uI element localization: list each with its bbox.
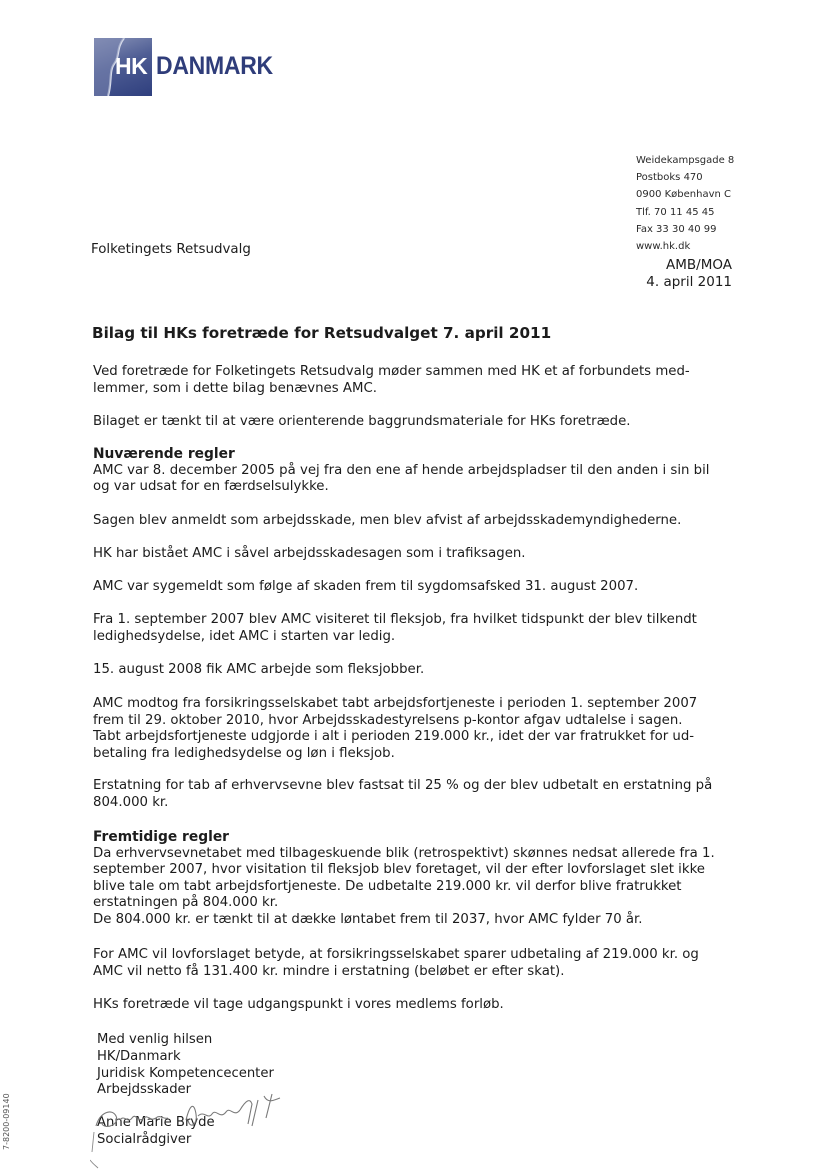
paragraph-assistance [93,546,526,563]
text-line: AMC modtog fra forsikringsselskabet tabt arbejdsfortjeneste i perioden 1. september 2007 [93,696,698,711]
letter-title: Bilag til HKs foretræde for Retsudvalget 7. april 2011 [92,324,552,342]
signer-role: Socialrådgiver [97,1131,192,1147]
text-line: HK har bistået AMC i såvel arbejdsskadesagen som i trafiksagen. [93,546,526,561]
sender-street: Weidekampsgade 8 [636,155,735,166]
text-line: Sagen blev anmeldt som arbejdsskade, men blev afvist af arbejdsskademyndighederne. [93,513,682,528]
text-line: Ved foretræde for Folketingets Retsudvalg møder sammen med HK et af forbundets med- [93,364,690,379]
paragraph-starting-point [93,997,504,1014]
signer-name: Anne Marie Bryde [97,1115,215,1131]
paragraph-claim [93,513,681,530]
text-line: For AMC vil lovforslaget betyde, at forsikringsselskabet sparer udbetaling af 219.000 kr. og [93,947,699,962]
sender-phone: Tlf. 70 11 45 45 [636,206,715,218]
closing-organization: HK/Danmark [97,1048,181,1064]
text-line: 804.000 kr. [93,794,169,810]
paragraph-sick-leave [93,579,638,596]
text-line: blive tale om tabt arbejdsfortjeneste. De udbetalte 219.000 kr. vil derfor blive fratrukket [93,878,682,894]
section-heading-future: Fremtidige regler [93,829,229,845]
section-current-rules [93,446,710,496]
text-line: 15. august 2008 fik AMC arbejde som fleksjobber. [93,662,425,677]
text-line: Tabt arbejdsfortjeneste udgjorde i alt i perioden 219.000 kr., idet der var fratrukket for ud- [93,729,695,745]
paragraph-compensation [93,778,712,811]
text-line: september 2007, hvor visitation til fleksjob blev foretaget, vil der efter lovforslaget slet ikke [93,862,705,878]
sender-pobox: Postboks 470 [636,172,703,184]
reference-block [646,257,732,291]
logo-mark [94,38,152,96]
text-line: og var udsat for en færdselsulykke. [93,479,329,495]
sender-city: 0900 København C [636,189,732,201]
handwritten-signature [90,1090,300,1170]
section-future-rules [93,829,715,929]
text-line: Erstatning for tab af erhvervsevne blev fastsat til 25 % og der blev udbetalt en erstatning på [93,778,713,793]
reference-initials: AMB/MOA [666,257,732,273]
sender-address [636,152,734,255]
logo-hk-text: HK [115,53,148,79]
sender-fax: Fax 33 30 40 99 [636,223,717,235]
closing-department: Arbejdsskader [97,1082,192,1098]
section-heading-current: Nuværende regler [93,446,235,462]
text-line: AMC var 8. december 2005 på vej fra den ene af hende arbejdspladser til den anden i sin bil [93,462,710,478]
text-line: AMC var sygemeldt som følge af skaden frem til sygdomsafsked 31. august 2007. [93,579,639,594]
text-line: erstatningen på 804.000 kr. [93,895,279,911]
text-line: betaling fra ledighedsydelse og løn i fleksjob. [93,745,395,761]
closing-greeting: Med venlig hilsen [97,1032,213,1047]
text-line: ledighedsydelse, idet AMC i starten var ledig. [93,628,396,644]
text-line: frem til 29. oktober 2010, hvor Arbejdsskadestyrelsens p-kontor afgav udtalelse i sagen. [93,712,683,728]
paragraph-consequence [93,947,699,980]
logo-wordmark: DANMARK [156,52,273,80]
text-line: HKs foretræde vil tage udgangspunkt i vores medlems forløb. [93,997,504,1012]
closing-unit: Juridisk Kompetencecenter [97,1065,274,1081]
paragraph-employment [93,662,424,679]
text-line: Fra 1. september 2007 blev AMC visiteret til fleksjob, fra hvilket tidspunkt der blev tilkendt [93,612,697,627]
text-line: Bilaget er tænkt til at være orienterende baggrundsmateriale for HKs foretræde. [93,414,631,429]
paragraph-flex-job [93,612,697,645]
text-line: lemmer, som i dette bilag benævnes AMC. [93,380,377,396]
paragraph-intro [93,364,690,397]
text-line: Da erhvervsevnetabet med tilbageskuende blik (retrospektivt) skønnes nedsat allerede fra 1. [93,845,715,861]
paragraph-purpose [93,414,631,431]
letter-date: 4. april 2011 [646,274,732,290]
text-line: De 804.000 kr. er tænkt til at dække løntabet frem til 2037, hvor AMC fylder 70 år. [93,911,643,927]
recipient: Folketingets Retsudvalg [91,242,251,257]
sender-website: www.hk.dk [636,241,691,253]
text-line: AMC vil netto få 131.400 kr. mindre i erstatning (beløbet er efter skat). [93,963,565,979]
document-code: 7-8200-09140 [2,1093,11,1150]
paragraph-lost-earnings [93,696,697,762]
